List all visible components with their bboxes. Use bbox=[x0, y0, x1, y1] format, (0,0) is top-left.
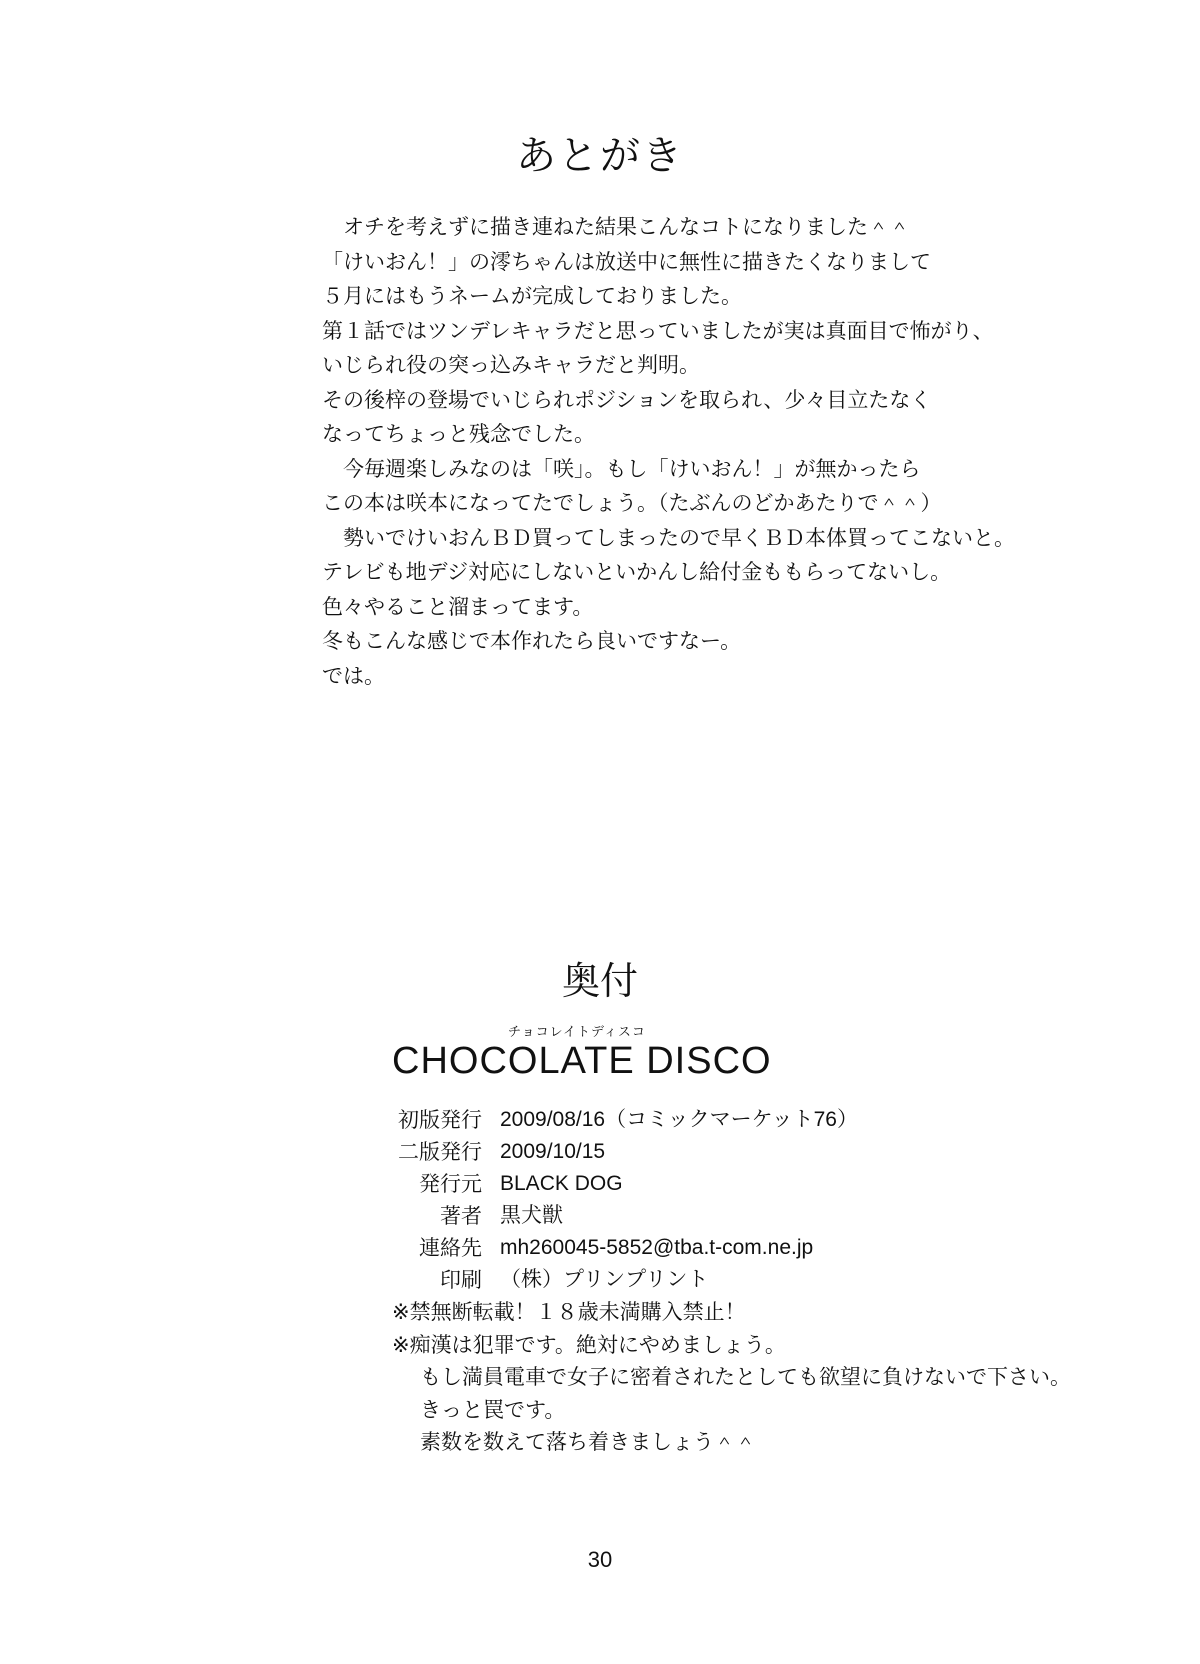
page-number: 30 bbox=[587, 1547, 613, 1572]
colophon-label: 印刷 bbox=[440, 1268, 482, 1292]
note-line: ※痴漢は犯罪です。絶対にやめましょう。 bbox=[392, 1332, 786, 1357]
afterword-line: なってちょっと残念でした。 bbox=[322, 422, 595, 446]
note-line: ※禁無断転載！１８歳未満購入禁止！ bbox=[392, 1300, 746, 1324]
afterword-line: では。 bbox=[322, 663, 385, 688]
colophon-label: 連絡先 bbox=[419, 1236, 482, 1260]
colophon-row-first-edition bbox=[392, 1104, 858, 1136]
afterword-line: 勢いでけいおんＢＤ買ってしまったので早くＢＤ本体買ってこないと。 bbox=[322, 525, 1015, 550]
afterword-line: オチを考えずに描き連ねた結果こんなコトになりました＾＾ bbox=[322, 215, 910, 239]
afterword-line: 今毎週楽しみなのは「咲」。もし「けいおん！」が無かったら bbox=[322, 456, 921, 481]
afterword-line: いじられ役の突っ込みキャラだと判明。 bbox=[322, 353, 700, 377]
afterword-line: ５月にはもうネームが完成しておりました。 bbox=[322, 284, 742, 308]
afterword-line: その後梓の登場でいじられポジションを取られ、少々目立たなく bbox=[322, 387, 932, 412]
note-line: きっと罠です。 bbox=[420, 1397, 566, 1422]
colophon-notes bbox=[392, 1296, 1071, 1459]
colophon-table bbox=[392, 1104, 858, 1296]
colophon-value: 2009/08/16（コミックマーケット76） bbox=[500, 1108, 858, 1131]
colophon-row-printer bbox=[392, 1264, 858, 1296]
colophon-row-second-edition bbox=[392, 1136, 858, 1168]
colophon-label: 初版発行 bbox=[398, 1108, 482, 1132]
note-line: もし満員電車で女子に密着されたとしても欲望に負けないで下さい。 bbox=[420, 1365, 1071, 1389]
colophon-row-contact bbox=[392, 1232, 858, 1264]
afterword-line: 第１話ではツンデレキャラだと思っていましたが実は真面目で怖がり、 bbox=[322, 318, 994, 343]
book-title-ruby: チョコレイトディスコ bbox=[508, 1025, 646, 1040]
colophon-value: 2009/10/15 bbox=[500, 1140, 606, 1163]
colophon-row-publisher bbox=[392, 1168, 858, 1200]
colophon-label: 二版発行 bbox=[398, 1140, 482, 1164]
afterword-line: 冬もこんな感じで本作れたら良いですなー。 bbox=[322, 629, 742, 653]
afterword-line: 「けいおん！」の澪ちゃんは放送中に無性に描きたくなりまして bbox=[322, 249, 931, 274]
colophon-row-author bbox=[392, 1200, 858, 1232]
contact-email: mh260045-5852@tba.t-com.ne.jp bbox=[500, 1236, 814, 1259]
afterword-line: 色々やること溜まってます。 bbox=[322, 594, 594, 619]
colophon-value: 黒犬獣 bbox=[500, 1204, 563, 1227]
book-title: CHOCOLATE DISCO bbox=[392, 1040, 772, 1082]
afterword-body bbox=[322, 210, 1042, 693]
colophon-value: BLACK DOG bbox=[500, 1172, 623, 1195]
colophon-title: 奥付 bbox=[561, 959, 638, 1003]
note-line: 素数を数えて落ち着きましょう＾＾ bbox=[420, 1430, 756, 1454]
colophon-label: 発行元 bbox=[419, 1172, 482, 1196]
afterword-line: この本は咲本になってたでしょう。（たぶんのどかあたりで＾＾） bbox=[322, 491, 942, 515]
afterword-line: テレビも地デジ対応にしないといかんし給付金ももらってないし。 bbox=[322, 560, 952, 584]
colophon-label: 著者 bbox=[440, 1204, 482, 1228]
colophon-value: （株）プリンプリント bbox=[500, 1268, 709, 1291]
afterword-title: あとがき bbox=[516, 133, 684, 179]
